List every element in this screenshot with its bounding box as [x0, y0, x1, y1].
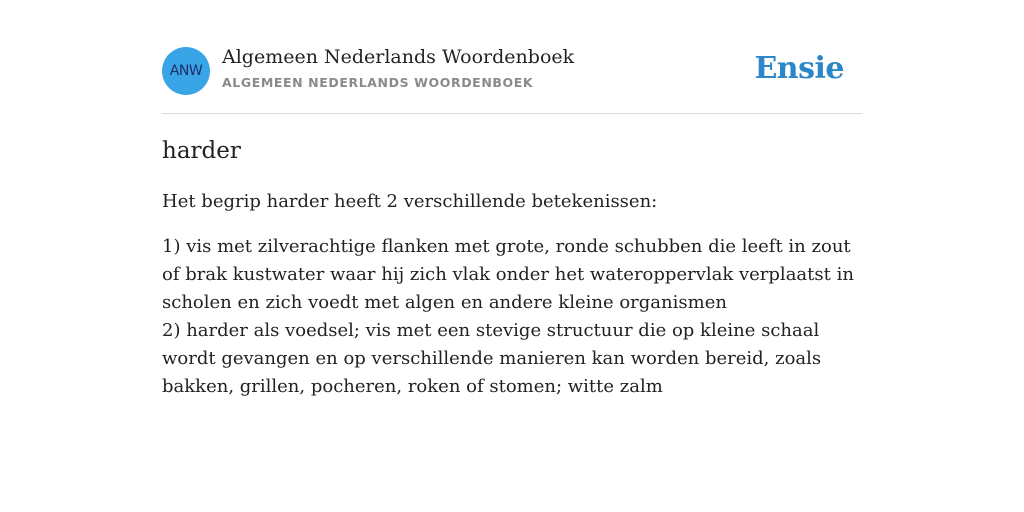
definition-list: [162, 233, 862, 401]
entry-card: [162, 40, 862, 401]
entry-intro: Het begrip harder heeft 2 verschillende betekenissen:: [162, 191, 658, 212]
source-header: [162, 40, 862, 114]
entry-term: harder: [162, 138, 241, 164]
definition-item: 1) vis met zilverachtige flanken met grote, ronde schubben die leeft in zout of brak kustwater waar hij zich vlak onder het wateroppervlak verplaatst in scholen en zich voedt met algen en andere kleine organismen: [162, 236, 854, 313]
ensie-brand-logo[interactable]: Ensie: [754, 51, 844, 86]
anw-logo[interactable]: [162, 47, 210, 95]
source-subtitle: ALGEMEEN NEDERLANDS WOORDENBOEK: [222, 75, 534, 90]
logo-text: ANW: [169, 63, 203, 79]
definition-item: 2) harder als voedsel; vis met een stevige structuur die op kleine schaal wordt gevangen en op verschillende manieren kan worden bereid, zoals bakken, grillen, pocheren, roken of stomen; witte zalm: [162, 320, 822, 397]
source-title[interactable]: Algemeen Nederlands Woordenboek: [222, 46, 575, 68]
